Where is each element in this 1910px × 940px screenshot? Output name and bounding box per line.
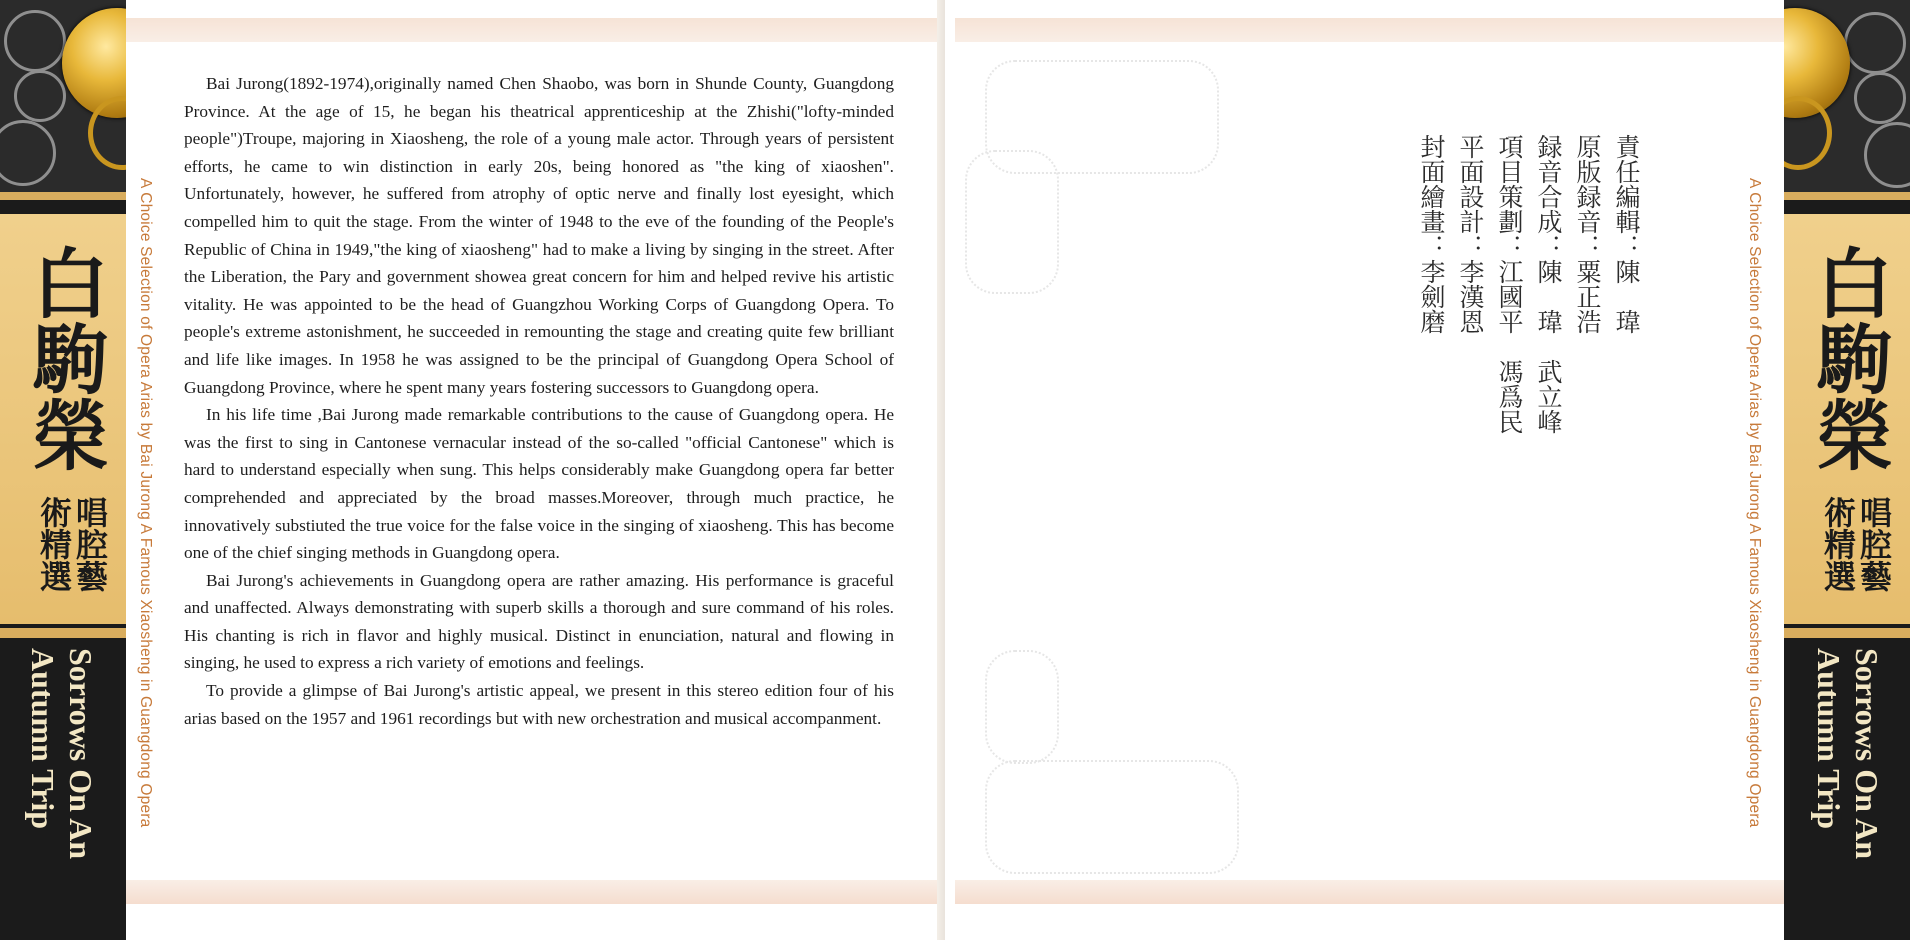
bottom-decorative-band — [126, 880, 945, 904]
album-title-cn: 白駒榮 — [20, 244, 109, 472]
credit-line-project-planning: 項目策劃：江國平 馮爲民 — [1495, 134, 1524, 434]
album-title-en — [24, 648, 100, 928]
album-title-en-line1: Sorrows On An — [63, 648, 99, 860]
album-title-en — [1810, 648, 1886, 928]
album-title-en-line2: Autumn Trip — [25, 648, 61, 830]
biography-paragraph: In his life time ,Bai Jurong made remarkable contributions to the cause of Guangdong opera. He was the first to sing in Cantonese vernacular instead of the so-called "official Cantonese" which is hard to understand especially when sung. This helps considerably make Guangdong opera far better comprehended and appreciated by the broad masses.Moreover, through much practice, he innovatively substiuted the true voice for the false voice in the singing of xiaosheng. This has become one of the chief singing methods in Guangdong opera. — [184, 405, 894, 563]
top-decorative-band — [955, 18, 1784, 42]
top-decorative-band — [126, 18, 945, 42]
credit-line-graphic-design: 平面設計：李漢恩 — [1456, 134, 1485, 334]
left-spine — [0, 0, 126, 940]
biography-text — [184, 70, 894, 732]
biography-paragraph: To provide a glimpse of Bai Jurong's artistic appeal, we present in this stereo edition four of his arias based on the 1957 and 1961 recordings but with new orchestration and musical accompanment. — [184, 681, 894, 728]
series-caption-left: A Choice Selection of Opera Arias by Bai Jurong A Famous Xiaosheng in Guangdong Opera — [137, 178, 154, 828]
biography-paragraph: Bai Jurong(1892-1974),originally named Chen Shaobo, was born in Shunde County, Guangdong Province. At the age of 15, he began his theatrical apprenticeship at the Zhishi("lofty-minded people")Troupe, majoring in Xiaosheng, the role of a young male actor. Through years of persistent efforts, he came to win distinction in early 20s, being honored as "the king of xiaoshen". Unfortunately, however, he suffered from atrophy of optic nerve and finally lost eyesight, which compelled him to quit the stage. From the winter of 1948 to the eve of the founding of the People's Republic of China in 1949,"the king of xiaosheng" had to make a living by singing in the street. After the Liberation, the Pary and government showea great concern for him and helped revive his artistic vitality. He was appointed to be the head of Guangzhou Working Corps of Guangdong Opera. To people's extreme astonishment, he succeeded in remounting the stage and creating quite few brilliant and life like images. In 1958 he was assigned to be the principal of Guangdong Opera School of Guangdong Province, where he spent many years fostering successors to Guangdong opera. — [184, 74, 894, 397]
credit-line-original-recording: 原版録音：粟正浩 — [1573, 134, 1602, 334]
series-caption-right: A Choice Selection of Opera Arias by Bai Jurong A Famous Xiaosheng in Guangdong Opera — [1746, 178, 1763, 828]
watermark-calligraphy — [985, 760, 1239, 874]
title-block — [1784, 210, 1910, 628]
biography-paragraph: Bai Jurong's achievements in Guangdong opera are rather amazing. His performance is graceful and unaffected. Always demonstrating with superb skills a thorough and sure command of his roles. His chanting is rich in flavor and highly musical. Distinct in enunciation, natural and flowing in singing, he used to express a rich variety of emotions and feelings. — [184, 570, 894, 673]
album-title-cn: 白駒榮 — [1804, 244, 1893, 472]
watermark-calligraphy — [985, 650, 1059, 764]
watermark-calligraphy — [965, 150, 1059, 294]
album-title-en-line2: Autumn Trip — [1811, 648, 1847, 830]
credit-line-editor: 責任編輯：陳 瑋 — [1612, 134, 1641, 334]
left-page — [0, 0, 945, 940]
production-credits — [1412, 134, 1646, 434]
bottom-decorative-band — [955, 880, 1784, 904]
right-spine — [1784, 0, 1910, 940]
album-subtitle-cn: 唱腔藝術精選 — [1819, 496, 1893, 592]
credit-line-mixing: 録音合成：陳 瑋 武立峰 — [1534, 134, 1563, 434]
album-title-en-line1: Sorrows On An — [1849, 648, 1885, 860]
credit-line-cover-painting: 封面繪畫：李劍磨 — [1417, 134, 1446, 334]
album-subtitle-cn: 唱腔藝術精選 — [35, 496, 109, 592]
title-block — [0, 210, 126, 628]
